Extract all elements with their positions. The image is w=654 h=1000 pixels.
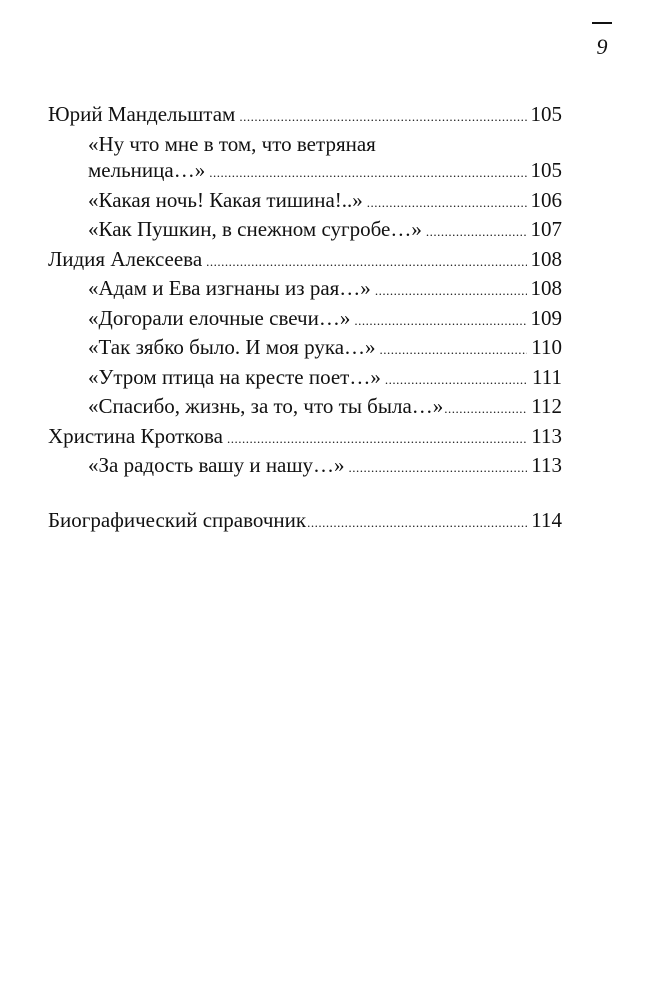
toc-entry-title: «Адам и Ева изгнаны из рая…» <box>88 276 371 300</box>
toc-entry-title: Биографический справочник <box>48 507 307 532</box>
toc-leader-dots <box>380 337 528 364</box>
toc-leader-dots <box>385 367 528 394</box>
toc-entry-poem <box>48 275 562 305</box>
toc-leader-dots <box>444 396 527 423</box>
table-of-contents <box>48 101 562 536</box>
toc-entry-page: 109 <box>530 305 562 330</box>
toc-entry-poem <box>48 305 562 335</box>
toc-leader-dots <box>307 510 527 537</box>
toc-entry-page: 113 <box>531 423 562 448</box>
toc-entry-page: 108 <box>530 276 562 300</box>
toc-entry-page: 110 <box>531 335 562 359</box>
toc-entry-title: «Спасибо, жизнь, за то, что ты была…» <box>88 394 444 418</box>
toc-entry-title: «Так зябко было. И моя рука…» <box>88 335 376 359</box>
toc-entry-title: «Догорали елочные свечи…» <box>88 305 351 330</box>
toc-leader-dots <box>209 160 526 187</box>
toc-entry-poem <box>48 364 562 394</box>
toc-entry-page: 112 <box>531 394 562 418</box>
toc-entry-poem <box>48 216 562 246</box>
toc-entry-poem <box>48 393 562 423</box>
toc-entry-poem <box>48 334 562 364</box>
toc-leader-dots <box>375 278 527 305</box>
toc-entry-page: 113 <box>531 453 562 477</box>
toc-entry-author <box>48 101 562 131</box>
toc-leader-dots <box>426 219 527 246</box>
toc-entry-poem <box>48 157 562 187</box>
toc-entry-title: «Утром птица на кресте поет…» <box>88 364 381 389</box>
toc-leader-dots <box>349 455 528 482</box>
toc-entry-title: «Ну что мне в том, что ветряная <box>88 131 376 156</box>
toc-entry-author <box>48 246 562 276</box>
toc-entry-page: 108 <box>530 246 562 271</box>
page-number: 9 <box>596 34 608 59</box>
toc-leader-dots <box>239 104 526 131</box>
toc-entry-title: «За радость вашу и нашу…» <box>88 453 345 477</box>
toc-entry-page: 107 <box>530 217 562 241</box>
running-head-rule <box>592 22 612 24</box>
toc-entry-page: 105 <box>530 158 562 182</box>
toc-entry-page: 105 <box>530 102 562 126</box>
toc-leader-dots <box>206 249 526 276</box>
toc-entry-title: «Какая ночь! Какая тишина!..» <box>88 187 363 212</box>
toc-leader-dots <box>354 308 526 335</box>
toc-entry-poem <box>48 452 562 482</box>
toc-entry-section <box>48 507 562 537</box>
toc-entry-page: 111 <box>532 364 562 389</box>
toc-entry-page: 114 <box>531 507 562 532</box>
toc-entry-title-continued: мельница…» <box>88 158 206 182</box>
toc-entry-title: «Как Пушкин, в снежном сугробе…» <box>88 217 422 241</box>
toc-entry-title: Юрий Мандельштам <box>48 102 236 126</box>
toc-entry-poem <box>48 187 562 217</box>
toc-entry-author <box>48 423 562 453</box>
toc-entry-title: Лидия Алексеева <box>48 246 203 271</box>
toc-entry-page: 106 <box>530 187 562 212</box>
toc-entry-title: Христина Кроткова <box>48 423 223 448</box>
toc-leader-dots <box>227 426 527 453</box>
toc-leader-dots <box>367 190 527 217</box>
